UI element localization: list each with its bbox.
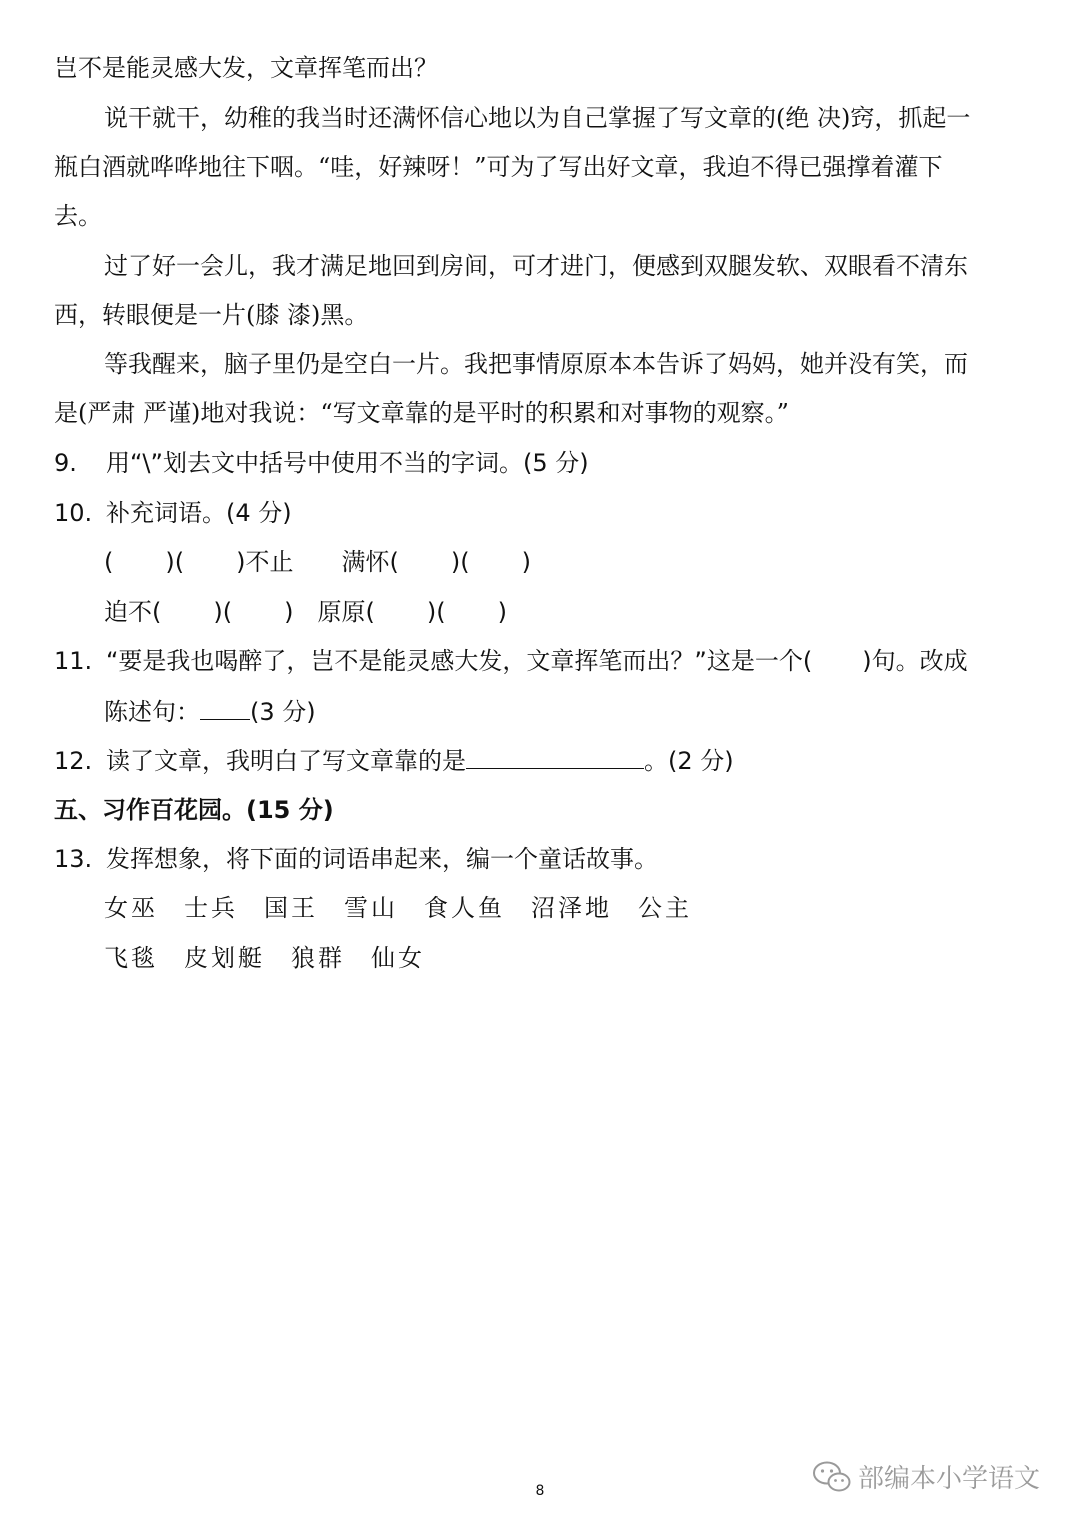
wechat-icon [812,1460,852,1494]
question-text: 用“\”划去文中括号中使用不当的字词。(5 分) [106,449,589,477]
question-12 [54,744,1080,777]
question-number: 13. [54,845,93,873]
passage-line: 等我醒来，脑子里仍是空白一片。我把事情原原本本告诉了妈妈，她并没有笑，而 [104,350,968,378]
story-word: 国王 [264,894,318,922]
question-text: 。(2 分) [644,747,734,775]
paren: ( [436,598,446,626]
answer-blank[interactable] [466,744,644,769]
fill-word: 迫不 [104,598,152,626]
word-row-1 [104,892,1080,924]
paren: ) [165,548,175,576]
paren: ( [174,548,185,576]
question-number: 11. [54,647,93,675]
paren: ) [213,598,223,626]
passage-line: 是(严肃 严谨)地对我说：“写文章靠的是平时的积累和对事物的观察。” [54,399,789,427]
paren: ) [497,598,507,626]
watermark-text: 部编本小学语文 [858,1464,1041,1494]
page-number: 8 [535,1483,545,1499]
question-text: 读了文章，我明白了写文章靠的是 [106,747,466,775]
question-text: “要是我也喝醉了，岂不是能灵感大发，文章挥笔而出？”这是一个( [106,647,813,675]
question-number: 10. [54,499,93,527]
paren: ( [389,548,399,576]
story-word: 沼泽地 [531,894,612,922]
story-word: 狼群 [291,944,345,972]
paren: ( [365,598,375,626]
question-number: 12. [54,747,93,775]
paren: ) [236,548,246,576]
paren: ) [521,548,531,576]
fill-row-1 [104,546,1080,578]
fill-word: 原原 [317,598,366,626]
paren: ) [426,598,437,626]
question-10 [54,497,1080,529]
paren: ( [460,548,470,576]
question-11-line2 [104,695,1080,728]
passage-line: 西，转眼便是一片(膝 漆)黑。 [54,301,369,329]
question-9 [54,447,1080,479]
story-word: 雪山 [344,894,398,922]
story-word: 食人鱼 [424,894,505,922]
passage-line: 说干就干，幼稚的我当时还满怀信心地以为自己掌握了写文章的(绝 决)窍，抓起一 [104,104,971,132]
answer-blank[interactable] [200,695,250,720]
fill-word: 不止 [245,548,294,576]
story-word: 仙女 [371,944,425,972]
paren: ( [152,598,162,626]
question-text: )句。改成 [862,647,968,675]
section-title: 五、习作百花园。(15 分) [54,796,334,824]
question-text: 发挥想象，将下面的词语串起来，编一个童话故事。 [106,845,658,873]
fill-word: 满怀 [341,548,390,576]
passage-line: 去。 [54,202,102,230]
question-11 [54,645,1080,677]
paren: ) [284,598,294,626]
paren: ( [222,598,233,626]
question-number: 9. [54,449,77,477]
story-word: 女巫 [104,894,158,922]
passage-line: 瓶白酒就哗哗地往下咽。“哇，好辣呀！”可为了写出好文章，我迫不得已强撑着灌下 [54,153,943,181]
story-word: 皮划艇 [184,944,265,972]
story-word: 飞毯 [104,944,158,972]
paren: ( [104,548,114,576]
paren: ) [450,548,461,576]
story-word: 公主 [638,894,692,922]
watermark [812,1458,1040,1495]
question-13 [54,843,1080,875]
question-text: 陈述句： [104,698,200,726]
passage-line: 过了好一会儿，我才满足地回到房间，可才进门，便感到双腿发软、双眼看不清东 [104,252,968,280]
story-word: 士兵 [184,894,238,922]
fill-row-2 [104,596,1080,628]
passage-line: 岂不是能灵感大发，文章挥笔而出？ [54,54,438,82]
question-text: (3 分) [250,698,316,726]
question-text: 补充词语。(4 分) [106,499,292,527]
word-row-2 [104,942,1080,974]
